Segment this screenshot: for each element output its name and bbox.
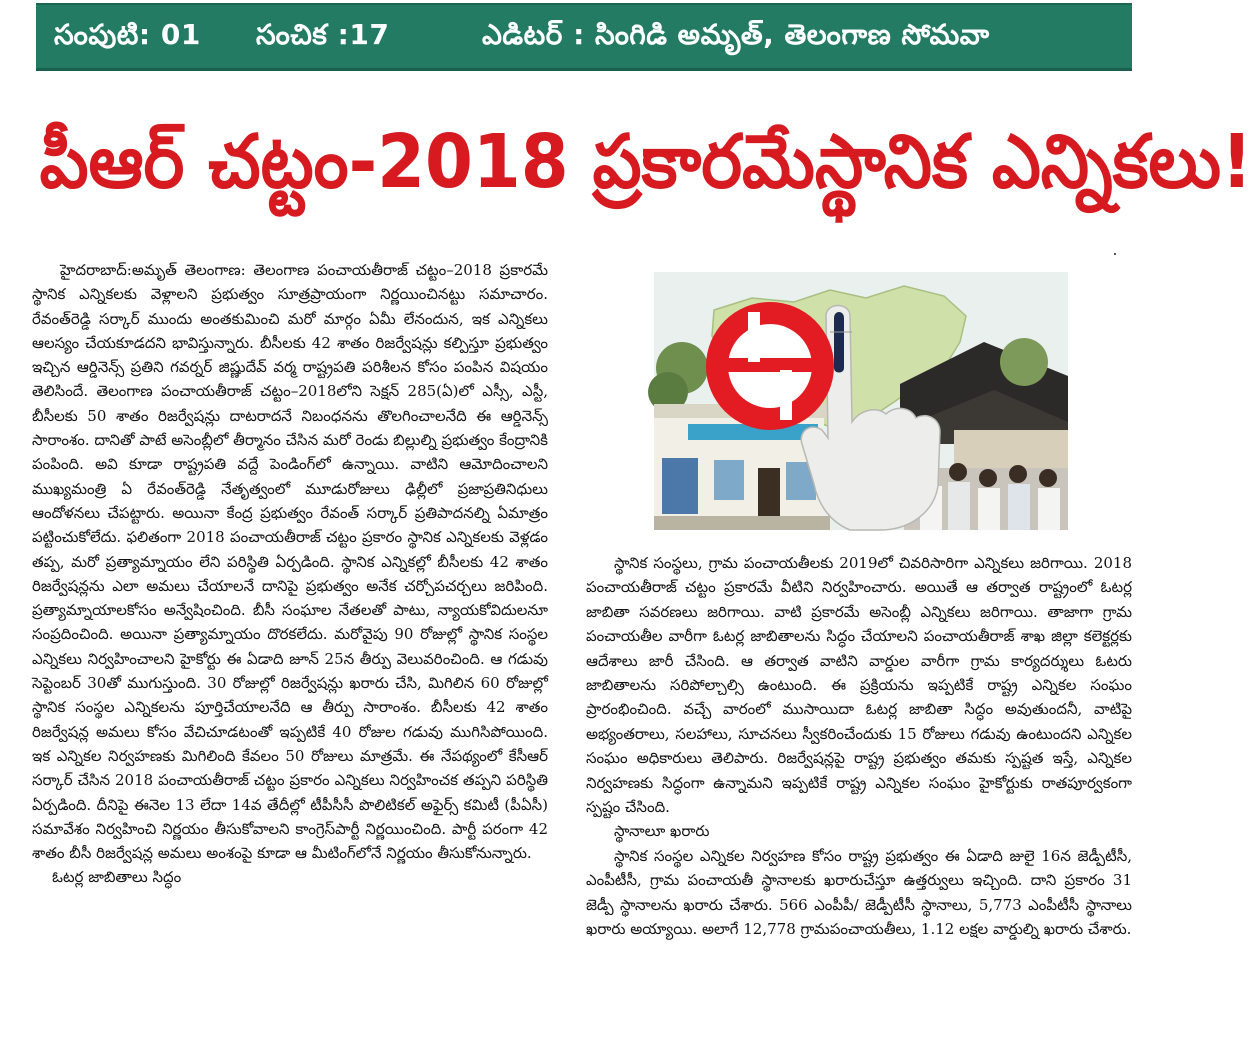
article-second-paragraph: స్థానిక సంస్థలు, గ్రామ పంచాయతీలకు 2019లో చివరిసారిగా ఎన్నికలు జరిగాయి. 2018 పంచాయతీరాజ్ చట్టం ప్రకారమే వీటిని నిర్వహించారు. అయితే ఆ తర్వాత రాష్ట్రంలో ఓటర్ల జాబితా సవరణలు జరిగాయి. వాటి ప్రకారమే అసెంబ్లీ ఎన్నికలు జరిగాయి. తాజాగా గ్రామ పంచాయతీల వారీగా ఓటర్ల జాబితాలను సిద్ధం చేయాలని పంచాయతీరాజ్ శాఖ జిల్లా కలెక్టర్లకు ఆదేశాలు జారీ చేసింది. ఆ తర్వాత వాటిని వార్డుల వారీగా గ్రామ కార్యదర్శులు ఓటరు జాబితాలను సరిపోల్చాల్సి ఉంటుంది. ఈ ప్రక్రియను ఇప్పటికే రాష్ట్ర ఎన్నికల సంఘం ప్రారంభించింది. వచ్చే వారంలో ముసాయిదా ఓటర్ల జాబితా సిద్ధం అవుతుందనీ, వాటిపై అభ్యంతరాలు, సలహాలు, సూచనలు స్వీకరించేందుకు 15 రోజులు గడువు ఉంటుందని ఎన్నికల సంఘం అధికారులు తెలిపారు. రిజర్వేషన్లపై రాష్ట్ర ప్రభుత్వం తమకు స్పష్టత ఇస్తే, ఎన్నికల నిర్వహణకు సిద్ధంగా ఉన్నామని ఇప్పటికే రాష్ట్ర ఎన్నికల సంఘం హైకోర్టుకు రాతపూర్వకంగా స్పష్టం చేసింది.: [586, 554, 1132, 817]
print-mark: [1114, 253, 1116, 255]
section-subhead-positions: స్థానాలూ ఖరారు: [614, 822, 710, 841]
masthead: [0, 0, 1132, 72]
article-third-paragraph: స్థానిక సంస్థల ఎన్నికల నిర్వహణ కోసం రాష్ట్ర ప్రభుత్వం ఈ ఏడాది జులై 16న జెడ్పీటీసీ, ఎంపీటీసీ, గ్రామ పంచాయతీ స్థానాలకు ఖరారుచేస్తూ ఉత్తర్వులు ఇచ్చింది. దాని ప్రకారం 31 జెడ్పీ స్థానాలను ఖరారు చేశారు. 566 ఎంపీపీ/ జెడ్పీటీసీ స్థానాలు, 5,773 ఎంపీటీసీ స్థానాలు ఖరారు అయ్యాయి. అలాగే 12,778 గ్రామపంచాయతీలు, 1.12 లక్షల వార్డుల్ని ఖరారు చేశారు.: [586, 846, 1132, 939]
election-photo-collage: [654, 272, 1068, 530]
article-left-column: [32, 258, 548, 1034]
masthead-band: [36, 3, 1132, 71]
article-right-column: [586, 551, 1132, 1041]
page-title: పీఆర్ చట్టం-2018 ప్రకారమేస్థానిక ఎన్నికలు!: [39, 119, 1253, 205]
article-lead-paragraph: హైదరాబాద్:అమృత్ తెలంగాణ: తెలంగాణ పంచాయతీరాజ్ చట్టం–2018 ప్రకారమే స్థానిక ఎన్నికలకు వెళ్లాలని ప్రభుత్వం సూత్రప్రాయంగా నిర్ణయించినట్టు సమాచారం. రేవంత్‌రెడ్డి సర్కార్ ముందు అంతకుమించి మరో మార్గం ఏమీ లేనందున, ఇక ఎన్నికలు ఆలస్యం చేయకూడదని భావిస్తున్నారు. బీసీలకు 42 శాతం రిజర్వేషన్లు కల్పిస్తూ ప్రభుత్వం ఇచ్చిన ఆర్డినెన్స్ ప్రతిని గవర్నర్ జిష్ణుదేవ్ వర్మ రాష్ట్రపతి పరిశీలన కోసం పంపిన విషయం తెలిసిందే. తెలంగాణ పంచాయతీరాజ్ చట్టం–2018లోని సెక్షన్ 285(ఏ)లో ఎస్సీ, ఎస్టీ, బీసీలకు 50 శాతం రిజర్వేషన్లు దాటరాదనే నిబంధనను తొలగించాలనేది ఈ ఆర్డినెన్స్ సారాంశం. దానితో పాటే అసెంబ్లీలో తీర్మానం చేసిన మరో రెండు బిల్లుల్ని ప్రభుత్వం కేంద్రానికి పంపింది. అవి కూడా రాష్ట్రపతి వద్దే పెండింగ్‌లో ఉన్నాయి. వాటిని ఆమోదించాలని ముఖ్యమంత్రి ఏ రేవంత్‌రెడ్డి నేతృత్వంలో మూడురోజులు ఢిల్లీలో ప్రజాప్రతినిధులు ఆందోళనలు చేపట్టారు. అయినా కేంద్ర ప్రభుత్వం రేవంత్ సర్కార్ ప్రతిపాదనల్ని ఏమాత్రం పట్టించుకోలేదు. ఫలితంగా 2018 పంచాయతీరాజ్ చట్టం ప్రకారం స్థానిక ఎన్నికలకు వెళ్లడం తప్ప, మరో ప్రత్యామ్నాయం లేని పరిస్థితి ఏర్పడింది. స్థానిక ఎన్నికల్లో బీసీలకు 42 శాతం రిజర్వేషన్లను ఎలా అమలు చేయాలనే దానిపై ప్రభుత్వం అనేక చర్చోపచర్చలు జరిపింది. ప్రత్యామ్నాయాలకోసం అన్వేషించింది. బీసీ సంఘాల నేతలతో పాటు, న్యాయకోవిదులనూ సంప్రదించింది. అయినా ప్రత్యామ్నాయం దొరకలేదు. మరోవైపు 90 రోజుల్లో స్థానిక సంస్థల ఎన్నికలు నిర్వహించాలని హైకోర్టు ఈ ఏడాది జూన్ 25న తీర్పు వెలువరించింది. ఆ గడువు సెప్టెంబర్ 30తో ముగుస్తుంది. 30 రోజుల్లో రిజర్వేషన్లు ఖరారు చేసి, మిగిలిన 60 రోజుల్లో స్థానిక సంస్థల ఎన్నికలను పూర్తిచేయాలనేది ఆ తీర్పు సారాంశం. బీసీలకు 42 శాతం రిజర్వేషన్ల అమలు కోసం వేచిచూడటంతో ఇప్పటికే 40 రోజుల గడువు ముగిసిపోయింది. ఇక ఎన్నికల నిర్వహణకు మిగిలింది కేవలం 50 రోజులు మాత్రమే. ఈ నేపథ్యంలో కేసీఆర్ సర్కార్ చేసిన 2018 పంచాయతీరాజ్ చట్టం ప్రకారం ఎన్నికలు నిర్వహించక తప్పని పరిస్థితి ఏర్పడింది. దీనిపై ఈనెల 13 లేదా 14వ తేదీల్లో టీపీసీసీ పొలిటికల్ అఫైర్స్ కమిటీ (పీఏసీ) సమావేశం నిర్వహించి నిర్ణయం తీసుకోవాలని కాంగ్రెస్‌పార్టీ నిర్ణయించింది. పార్టీ పరంగా 42 శాతం బీసీ రిజర్వేషన్ల అమలు అంశంపై కూడా ఆ మీటింగ్‌లోనే నిర్ణయం తీసుకోనున్నారు.: [32, 261, 548, 863]
section-subhead: ఓటర్ల జాబితాలు సిద్ధం: [52, 868, 182, 887]
election-commission-logo-icon: [706, 302, 834, 430]
volume-label: సంపుటి: 01: [54, 18, 201, 51]
election-photo: [654, 272, 1068, 530]
issue-label: సంచిక :17: [256, 18, 390, 51]
editor-label: ఎడిటర్ : సింగిడి అమృత్, తెలంగాణ సోమవా: [482, 18, 990, 51]
